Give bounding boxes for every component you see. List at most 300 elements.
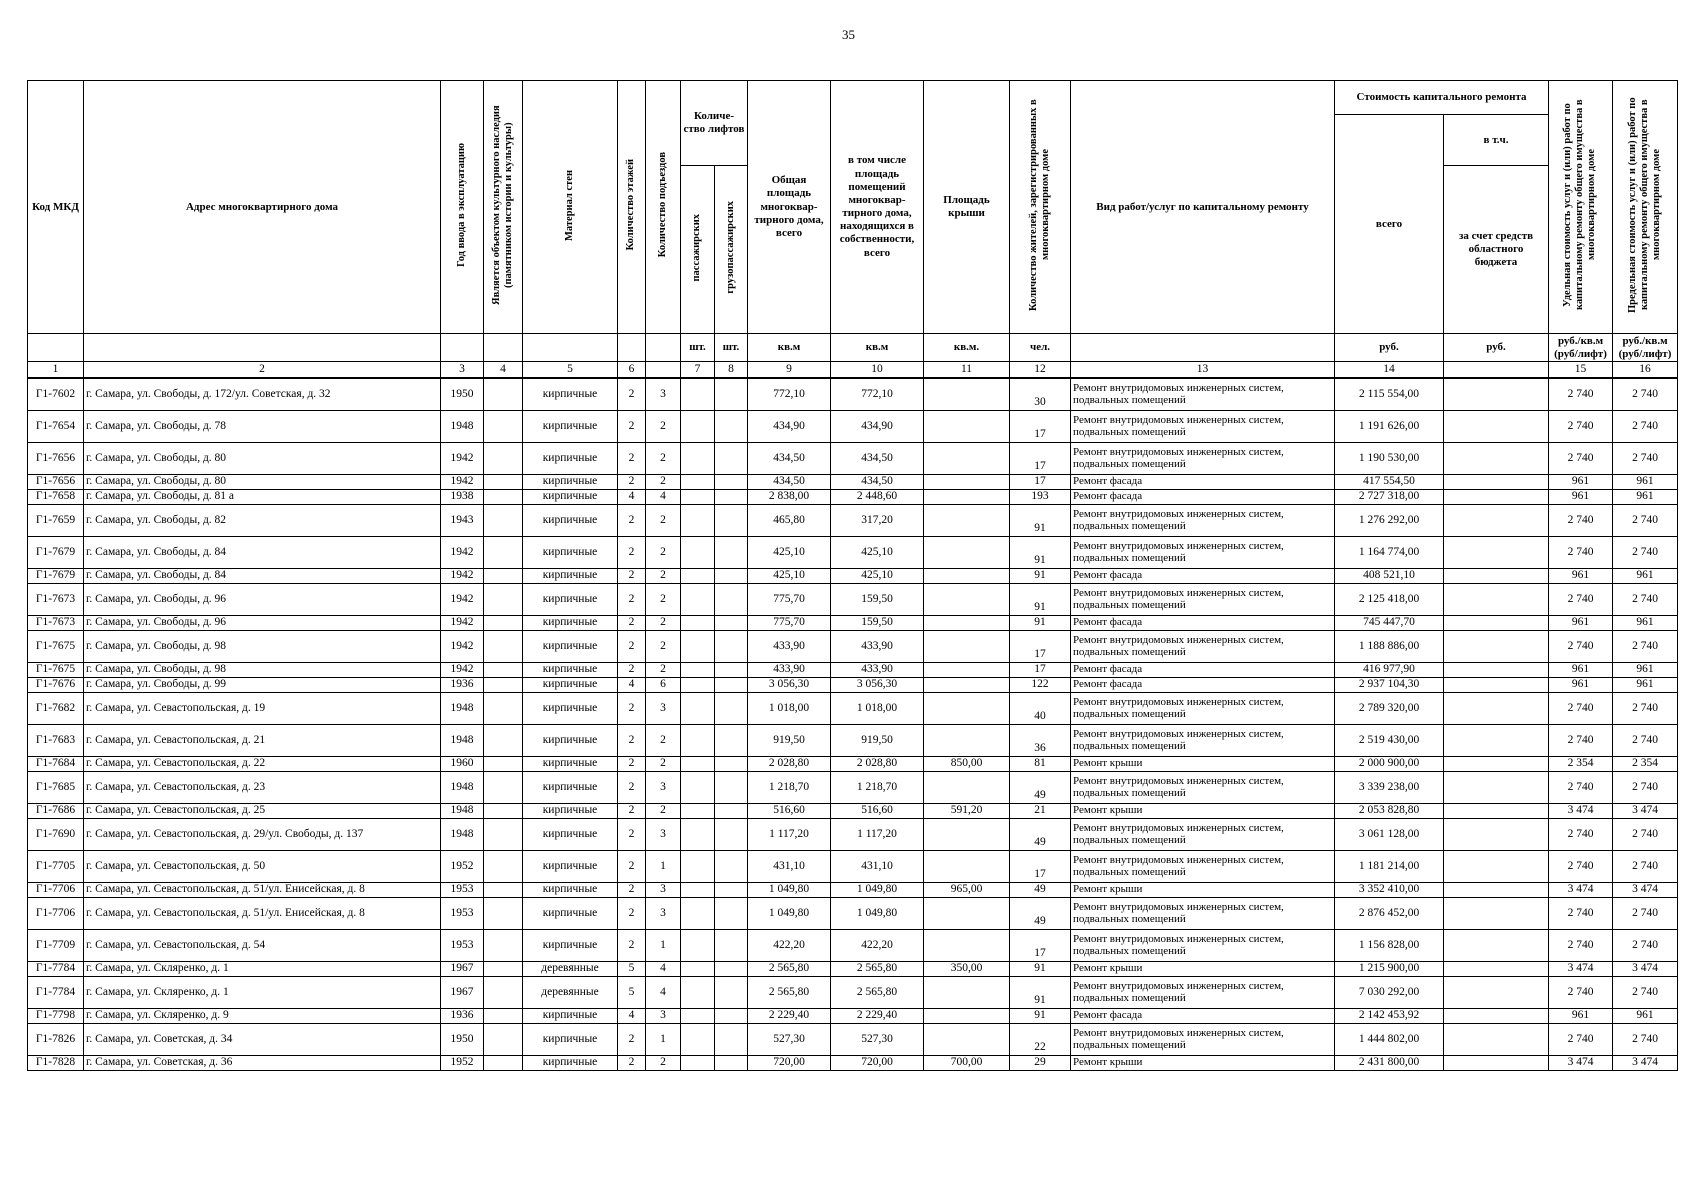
row-heritage bbox=[484, 929, 523, 961]
unit-sqm: кв.м bbox=[831, 334, 924, 362]
row-limit-cost: 961 bbox=[1613, 615, 1678, 630]
row-heritage bbox=[484, 1008, 523, 1023]
row-address: г. Самара, ул. Севастопольская, д. 29/ул. Свободы, д. 137 bbox=[84, 818, 441, 850]
row-area-owned: 2 565,80 bbox=[831, 961, 924, 976]
row-lift-freight bbox=[715, 803, 748, 818]
row-code: Г1-7709 bbox=[28, 929, 84, 961]
row-floors: 2 bbox=[618, 1055, 646, 1070]
row-area-total: 422,20 bbox=[748, 929, 831, 961]
table-body bbox=[28, 378, 1678, 1071]
row-cost-region bbox=[1444, 662, 1549, 677]
table-row bbox=[28, 803, 1678, 818]
row-lift-passenger bbox=[681, 724, 715, 756]
row-lift-passenger bbox=[681, 504, 715, 536]
header-lifts: Количе- ство лифтов bbox=[681, 81, 748, 166]
row-year: 1953 bbox=[441, 882, 484, 897]
row-code: Г1-7706 bbox=[28, 882, 84, 897]
row-address: г. Самара, ул. Свободы, д. 84 bbox=[84, 536, 441, 568]
row-residents: 91 bbox=[1010, 976, 1071, 1008]
row-limit-cost: 2 740 bbox=[1613, 410, 1678, 442]
row-specific-cost: 961 bbox=[1549, 568, 1613, 583]
row-work-type: Ремонт внутридомовых инженерных систем, подвальных помещений bbox=[1071, 1023, 1335, 1055]
row-lift-freight bbox=[715, 850, 748, 882]
table-row bbox=[28, 756, 1678, 771]
row-lift-passenger bbox=[681, 1055, 715, 1070]
row-work-type: Ремонт фасада bbox=[1071, 1008, 1335, 1023]
row-limit-cost: 3 474 bbox=[1613, 1055, 1678, 1070]
row-entrances: 2 bbox=[646, 583, 681, 615]
row-area-total: 2 229,40 bbox=[748, 1008, 831, 1023]
row-roof-area bbox=[924, 976, 1010, 1008]
row-work-type: Ремонт крыши bbox=[1071, 1055, 1335, 1070]
row-wall-material: кирпичные bbox=[523, 1055, 618, 1070]
unit-sqm: кв.м. bbox=[924, 334, 1010, 362]
row-entrances: 2 bbox=[646, 724, 681, 756]
row-area-total: 465,80 bbox=[748, 504, 831, 536]
row-address: г. Самара, ул. Скляренко, д. 9 bbox=[84, 1008, 441, 1023]
row-lift-freight bbox=[715, 410, 748, 442]
row-cost-total: 2 727 318,00 bbox=[1335, 489, 1444, 504]
row-area-total: 2 028,80 bbox=[748, 756, 831, 771]
row-lift-passenger bbox=[681, 897, 715, 929]
row-cost-region bbox=[1444, 568, 1549, 583]
row-residents: 17 bbox=[1010, 662, 1071, 677]
row-heritage bbox=[484, 583, 523, 615]
row-area-owned: 2 565,80 bbox=[831, 976, 924, 1008]
row-lift-passenger bbox=[681, 662, 715, 677]
row-heritage bbox=[484, 442, 523, 474]
row-address: г. Самара, ул. Севастопольская, д. 51/ул. Енисейская, д. 8 bbox=[84, 882, 441, 897]
row-work-type: Ремонт внутридомовых инженерных систем, подвальных помещений bbox=[1071, 850, 1335, 882]
row-cost-region bbox=[1444, 378, 1549, 411]
row-lift-passenger bbox=[681, 630, 715, 662]
row-work-type: Ремонт внутридомовых инженерных систем, подвальных помещений bbox=[1071, 504, 1335, 536]
row-cost-region bbox=[1444, 1008, 1549, 1023]
row-roof-area bbox=[924, 1008, 1010, 1023]
col-number: 7 bbox=[681, 362, 715, 378]
row-area-owned: 425,10 bbox=[831, 536, 924, 568]
row-roof-area: 591,20 bbox=[924, 803, 1010, 818]
row-area-owned: 422,20 bbox=[831, 929, 924, 961]
row-area-owned: 2 028,80 bbox=[831, 756, 924, 771]
row-code: Г1-7656 bbox=[28, 474, 84, 489]
table-row bbox=[28, 568, 1678, 583]
row-wall-material: кирпичные bbox=[523, 1023, 618, 1055]
row-specific-cost: 961 bbox=[1549, 1008, 1613, 1023]
col-number bbox=[646, 362, 681, 378]
row-specific-cost: 2 740 bbox=[1549, 976, 1613, 1008]
row-year: 1942 bbox=[441, 474, 484, 489]
row-address: г. Самара, ул. Свободы, д. 80 bbox=[84, 474, 441, 489]
col-number: 14 bbox=[1335, 362, 1444, 378]
row-address: г. Самара, ул. Свободы, д. 172/ул. Советская, д. 32 bbox=[84, 378, 441, 411]
row-floors: 2 bbox=[618, 615, 646, 630]
row-cost-total: 2 000 900,00 bbox=[1335, 756, 1444, 771]
row-roof-area bbox=[924, 692, 1010, 724]
table-row bbox=[28, 850, 1678, 882]
col-number: 3 bbox=[441, 362, 484, 378]
row-code: Г1-7675 bbox=[28, 662, 84, 677]
row-address: г. Самара, ул. Севастопольская, д. 19 bbox=[84, 692, 441, 724]
row-floors: 2 bbox=[618, 474, 646, 489]
row-roof-area: 700,00 bbox=[924, 1055, 1010, 1070]
row-residents: 49 bbox=[1010, 771, 1071, 803]
row-cost-region bbox=[1444, 630, 1549, 662]
row-work-type: Ремонт внутридомовых инженерных систем, подвальных помещений bbox=[1071, 583, 1335, 615]
row-year: 1942 bbox=[441, 583, 484, 615]
row-code: Г1-7686 bbox=[28, 803, 84, 818]
row-work-type: Ремонт внутридомовых инженерных систем, подвальных помещений bbox=[1071, 818, 1335, 850]
row-entrances: 6 bbox=[646, 677, 681, 692]
row-specific-cost: 3 474 bbox=[1549, 882, 1613, 897]
row-lift-freight bbox=[715, 474, 748, 489]
row-limit-cost: 2 740 bbox=[1613, 897, 1678, 929]
row-cost-region bbox=[1444, 536, 1549, 568]
row-area-total: 775,70 bbox=[748, 583, 831, 615]
row-address: г. Самара, ул. Свободы, д. 96 bbox=[84, 615, 441, 630]
row-wall-material: кирпичные bbox=[523, 662, 618, 677]
header-limit-cost: Предельная стоимость услуг и (или) работ по капитальному ремонту общего имущества в многоквартирном доме bbox=[1626, 97, 1663, 313]
header-entrances: Количество подъездов bbox=[656, 152, 668, 258]
header-cost: Стоимость капитального ремонта bbox=[1335, 81, 1549, 115]
row-address: г. Самара, ул. Скляренко, д. 1 bbox=[84, 976, 441, 1008]
row-floors: 4 bbox=[618, 677, 646, 692]
row-heritage bbox=[484, 378, 523, 411]
header-floors: Количество этажей bbox=[625, 159, 637, 251]
table-row bbox=[28, 410, 1678, 442]
row-cost-total: 417 554,50 bbox=[1335, 474, 1444, 489]
table-row bbox=[28, 615, 1678, 630]
row-year: 1953 bbox=[441, 897, 484, 929]
row-cost-total: 2 431 800,00 bbox=[1335, 1055, 1444, 1070]
row-heritage bbox=[484, 882, 523, 897]
row-roof-area bbox=[924, 474, 1010, 489]
row-residents: 17 bbox=[1010, 929, 1071, 961]
row-cost-region bbox=[1444, 489, 1549, 504]
row-cost-total: 1 191 626,00 bbox=[1335, 410, 1444, 442]
row-specific-cost: 2 740 bbox=[1549, 583, 1613, 615]
row-area-owned: 1 117,20 bbox=[831, 818, 924, 850]
row-lift-passenger bbox=[681, 771, 715, 803]
row-cost-region bbox=[1444, 976, 1549, 1008]
unit-sqm: кв.м bbox=[748, 334, 831, 362]
row-specific-cost: 2 740 bbox=[1549, 536, 1613, 568]
row-wall-material: кирпичные bbox=[523, 583, 618, 615]
row-code: Г1-7682 bbox=[28, 692, 84, 724]
row-heritage bbox=[484, 630, 523, 662]
row-cost-region bbox=[1444, 803, 1549, 818]
row-area-owned: 2 448,60 bbox=[831, 489, 924, 504]
row-cost-region bbox=[1444, 929, 1549, 961]
row-heritage bbox=[484, 662, 523, 677]
row-roof-area bbox=[924, 489, 1010, 504]
row-roof-area bbox=[924, 442, 1010, 474]
row-cost-region bbox=[1444, 818, 1549, 850]
row-area-owned: 433,90 bbox=[831, 662, 924, 677]
row-wall-material: кирпичные bbox=[523, 410, 618, 442]
row-cost-total: 1 181 214,00 bbox=[1335, 850, 1444, 882]
row-floors: 2 bbox=[618, 771, 646, 803]
row-area-owned: 3 056,30 bbox=[831, 677, 924, 692]
row-limit-cost: 2 740 bbox=[1613, 976, 1678, 1008]
row-residents: 91 bbox=[1010, 568, 1071, 583]
row-residents: 81 bbox=[1010, 756, 1071, 771]
row-area-total: 720,00 bbox=[748, 1055, 831, 1070]
row-cost-region bbox=[1444, 615, 1549, 630]
row-lift-freight bbox=[715, 489, 748, 504]
row-heritage bbox=[484, 976, 523, 1008]
table-row bbox=[28, 1023, 1678, 1055]
row-entrances: 4 bbox=[646, 489, 681, 504]
row-entrances: 2 bbox=[646, 615, 681, 630]
header-wall-material: Материал стен bbox=[563, 169, 575, 241]
header-lift-passenger: пассажирских bbox=[691, 213, 703, 282]
row-specific-cost: 2 740 bbox=[1549, 1023, 1613, 1055]
row-code: Г1-7828 bbox=[28, 1055, 84, 1070]
row-lift-passenger bbox=[681, 410, 715, 442]
row-year: 1967 bbox=[441, 976, 484, 1008]
row-lift-passenger bbox=[681, 474, 715, 489]
row-cost-total: 3 352 410,00 bbox=[1335, 882, 1444, 897]
row-specific-cost: 2 740 bbox=[1549, 897, 1613, 929]
row-cost-total: 2 115 554,00 bbox=[1335, 378, 1444, 411]
row-entrances: 4 bbox=[646, 961, 681, 976]
row-lift-passenger bbox=[681, 1008, 715, 1023]
row-lift-freight bbox=[715, 378, 748, 411]
row-residents: 193 bbox=[1010, 489, 1071, 504]
row-code: Г1-7684 bbox=[28, 756, 84, 771]
row-specific-cost: 961 bbox=[1549, 662, 1613, 677]
row-area-owned: 1 049,80 bbox=[831, 897, 924, 929]
row-floors: 2 bbox=[618, 897, 646, 929]
row-floors: 2 bbox=[618, 929, 646, 961]
row-address: г. Самара, ул. Севастопольская, д. 50 bbox=[84, 850, 441, 882]
row-area-owned: 433,90 bbox=[831, 630, 924, 662]
row-lift-freight bbox=[715, 662, 748, 677]
row-work-type: Ремонт внутридомовых инженерных систем, подвальных помещений bbox=[1071, 536, 1335, 568]
row-lift-passenger bbox=[681, 803, 715, 818]
row-year: 1952 bbox=[441, 850, 484, 882]
row-limit-cost: 2 740 bbox=[1613, 442, 1678, 474]
row-year: 1942 bbox=[441, 536, 484, 568]
unit-rub-sqm: руб./кв.м (руб/лифт) bbox=[1613, 334, 1678, 362]
table-row bbox=[28, 378, 1678, 411]
row-entrances: 3 bbox=[646, 882, 681, 897]
row-lift-passenger bbox=[681, 568, 715, 583]
row-code: Г1-7705 bbox=[28, 850, 84, 882]
row-cost-region bbox=[1444, 756, 1549, 771]
row-address: г. Самара, ул. Скляренко, д. 1 bbox=[84, 961, 441, 976]
row-entrances: 2 bbox=[646, 756, 681, 771]
row-year: 1943 bbox=[441, 504, 484, 536]
row-residents: 30 bbox=[1010, 378, 1071, 411]
row-lift-freight bbox=[715, 771, 748, 803]
row-lift-freight bbox=[715, 897, 748, 929]
row-cost-region bbox=[1444, 677, 1549, 692]
table-row bbox=[28, 771, 1678, 803]
row-lift-freight bbox=[715, 583, 748, 615]
row-limit-cost: 3 474 bbox=[1613, 961, 1678, 976]
row-lift-passenger bbox=[681, 692, 715, 724]
row-cost-region bbox=[1444, 961, 1549, 976]
col-number: 12 bbox=[1010, 362, 1071, 378]
row-area-total: 1 117,20 bbox=[748, 818, 831, 850]
row-residents: 21 bbox=[1010, 803, 1071, 818]
row-residents: 17 bbox=[1010, 474, 1071, 489]
row-wall-material: кирпичные bbox=[523, 724, 618, 756]
table-row bbox=[28, 929, 1678, 961]
row-work-type: Ремонт фасада bbox=[1071, 615, 1335, 630]
row-cost-region bbox=[1444, 882, 1549, 897]
row-area-total: 2 838,00 bbox=[748, 489, 831, 504]
row-lift-freight bbox=[715, 1055, 748, 1070]
row-area-owned: 720,00 bbox=[831, 1055, 924, 1070]
row-heritage bbox=[484, 489, 523, 504]
row-limit-cost: 2 740 bbox=[1613, 850, 1678, 882]
row-area-total: 1 049,80 bbox=[748, 882, 831, 897]
row-cost-region bbox=[1444, 504, 1549, 536]
row-wall-material: кирпичные bbox=[523, 929, 618, 961]
row-wall-material: кирпичные bbox=[523, 882, 618, 897]
row-cost-region bbox=[1444, 410, 1549, 442]
col-number: 16 bbox=[1613, 362, 1678, 378]
table-row bbox=[28, 976, 1678, 1008]
row-year: 1948 bbox=[441, 692, 484, 724]
row-lift-freight bbox=[715, 961, 748, 976]
row-code: Г1-7706 bbox=[28, 897, 84, 929]
row-heritage bbox=[484, 677, 523, 692]
row-year: 1948 bbox=[441, 803, 484, 818]
row-specific-cost: 2 740 bbox=[1549, 850, 1613, 882]
row-lift-passenger bbox=[681, 850, 715, 882]
row-area-owned: 919,50 bbox=[831, 724, 924, 756]
row-wall-material: деревянные bbox=[523, 961, 618, 976]
row-cost-total: 1 444 802,00 bbox=[1335, 1023, 1444, 1055]
row-wall-material: кирпичные bbox=[523, 677, 618, 692]
row-year: 1960 bbox=[441, 756, 484, 771]
row-cost-total: 2 125 418,00 bbox=[1335, 583, 1444, 615]
row-limit-cost: 2 740 bbox=[1613, 1023, 1678, 1055]
row-heritage bbox=[484, 615, 523, 630]
row-roof-area bbox=[924, 568, 1010, 583]
row-area-owned: 1 018,00 bbox=[831, 692, 924, 724]
row-roof-area bbox=[924, 662, 1010, 677]
row-entrances: 3 bbox=[646, 818, 681, 850]
row-roof-area bbox=[924, 630, 1010, 662]
row-lift-freight bbox=[715, 1008, 748, 1023]
row-cost-total: 2 937 104,30 bbox=[1335, 677, 1444, 692]
row-wall-material: кирпичные bbox=[523, 474, 618, 489]
row-code: Г1-7826 bbox=[28, 1023, 84, 1055]
row-cost-total: 2 876 452,00 bbox=[1335, 897, 1444, 929]
row-work-type: Ремонт крыши bbox=[1071, 756, 1335, 771]
row-lift-freight bbox=[715, 615, 748, 630]
row-specific-cost: 2 740 bbox=[1549, 378, 1613, 411]
row-area-owned: 159,50 bbox=[831, 615, 924, 630]
row-wall-material: кирпичные bbox=[523, 1008, 618, 1023]
row-area-total: 425,10 bbox=[748, 568, 831, 583]
row-address: г. Самара, ул. Севастопольская, д. 22 bbox=[84, 756, 441, 771]
row-heritage bbox=[484, 771, 523, 803]
row-area-total: 434,90 bbox=[748, 410, 831, 442]
row-floors: 2 bbox=[618, 378, 646, 411]
row-cost-region bbox=[1444, 1023, 1549, 1055]
unit-pcs: шт. bbox=[681, 334, 715, 362]
row-work-type: Ремонт крыши bbox=[1071, 803, 1335, 818]
row-limit-cost: 2 354 bbox=[1613, 756, 1678, 771]
row-floors: 2 bbox=[618, 1023, 646, 1055]
table-row bbox=[28, 677, 1678, 692]
header-address: Адрес многоквартирного дома bbox=[84, 81, 441, 334]
row-work-type: Ремонт крыши bbox=[1071, 961, 1335, 976]
row-specific-cost: 2 740 bbox=[1549, 929, 1613, 961]
col-number: 2 bbox=[84, 362, 441, 378]
row-area-total: 772,10 bbox=[748, 378, 831, 411]
row-code: Г1-7683 bbox=[28, 724, 84, 756]
table-row bbox=[28, 1008, 1678, 1023]
table-row bbox=[28, 474, 1678, 489]
row-heritage bbox=[484, 504, 523, 536]
row-code: Г1-7659 bbox=[28, 504, 84, 536]
row-limit-cost: 2 740 bbox=[1613, 583, 1678, 615]
row-limit-cost: 2 740 bbox=[1613, 724, 1678, 756]
row-lift-freight bbox=[715, 677, 748, 692]
row-work-type: Ремонт фасада bbox=[1071, 489, 1335, 504]
row-work-type: Ремонт фасада bbox=[1071, 677, 1335, 692]
row-residents: 17 bbox=[1010, 850, 1071, 882]
row-year: 1950 bbox=[441, 1023, 484, 1055]
row-wall-material: кирпичные bbox=[523, 442, 618, 474]
row-entrances: 2 bbox=[646, 568, 681, 583]
table-row bbox=[28, 897, 1678, 929]
row-area-total: 434,50 bbox=[748, 474, 831, 489]
row-lift-freight bbox=[715, 536, 748, 568]
row-lift-passenger bbox=[681, 976, 715, 1008]
row-cost-total: 1 156 828,00 bbox=[1335, 929, 1444, 961]
row-roof-area bbox=[924, 378, 1010, 411]
row-floors: 4 bbox=[618, 489, 646, 504]
unit-people: чел. bbox=[1010, 334, 1071, 362]
row-heritage bbox=[484, 410, 523, 442]
header-specific-cost: Удельная стоимость услуг и (или) работ по капитальному ремонту общего имущества в многоквартирном доме bbox=[1562, 99, 1598, 311]
row-lift-passenger bbox=[681, 818, 715, 850]
row-residents: 40 bbox=[1010, 692, 1071, 724]
row-specific-cost: 2 740 bbox=[1549, 504, 1613, 536]
row-wall-material: кирпичные bbox=[523, 818, 618, 850]
row-wall-material: кирпичные bbox=[523, 803, 618, 818]
header-heritage: Является объектом культурного наследия (памятником истории и культуры) bbox=[490, 105, 514, 305]
row-work-type: Ремонт внутридомовых инженерных систем, подвальных помещений bbox=[1071, 976, 1335, 1008]
row-cost-total: 2 519 430,00 bbox=[1335, 724, 1444, 756]
row-address: г. Самара, ул. Севастопольская, д. 51/ул. Енисейская, д. 8 bbox=[84, 897, 441, 929]
row-wall-material: кирпичные bbox=[523, 489, 618, 504]
row-specific-cost: 2 740 bbox=[1549, 724, 1613, 756]
row-wall-material: кирпичные bbox=[523, 897, 618, 929]
row-code: Г1-7676 bbox=[28, 677, 84, 692]
row-heritage bbox=[484, 1055, 523, 1070]
row-floors: 5 bbox=[618, 976, 646, 1008]
row-roof-area bbox=[924, 536, 1010, 568]
row-floors: 2 bbox=[618, 662, 646, 677]
row-lift-freight bbox=[715, 818, 748, 850]
row-address: г. Самара, ул. Свободы, д. 98 bbox=[84, 662, 441, 677]
row-year: 1942 bbox=[441, 630, 484, 662]
row-lift-freight bbox=[715, 630, 748, 662]
row-cost-total: 7 030 292,00 bbox=[1335, 976, 1444, 1008]
header-code: Код МКД bbox=[28, 81, 84, 334]
row-entrances: 2 bbox=[646, 803, 681, 818]
table-row bbox=[28, 724, 1678, 756]
